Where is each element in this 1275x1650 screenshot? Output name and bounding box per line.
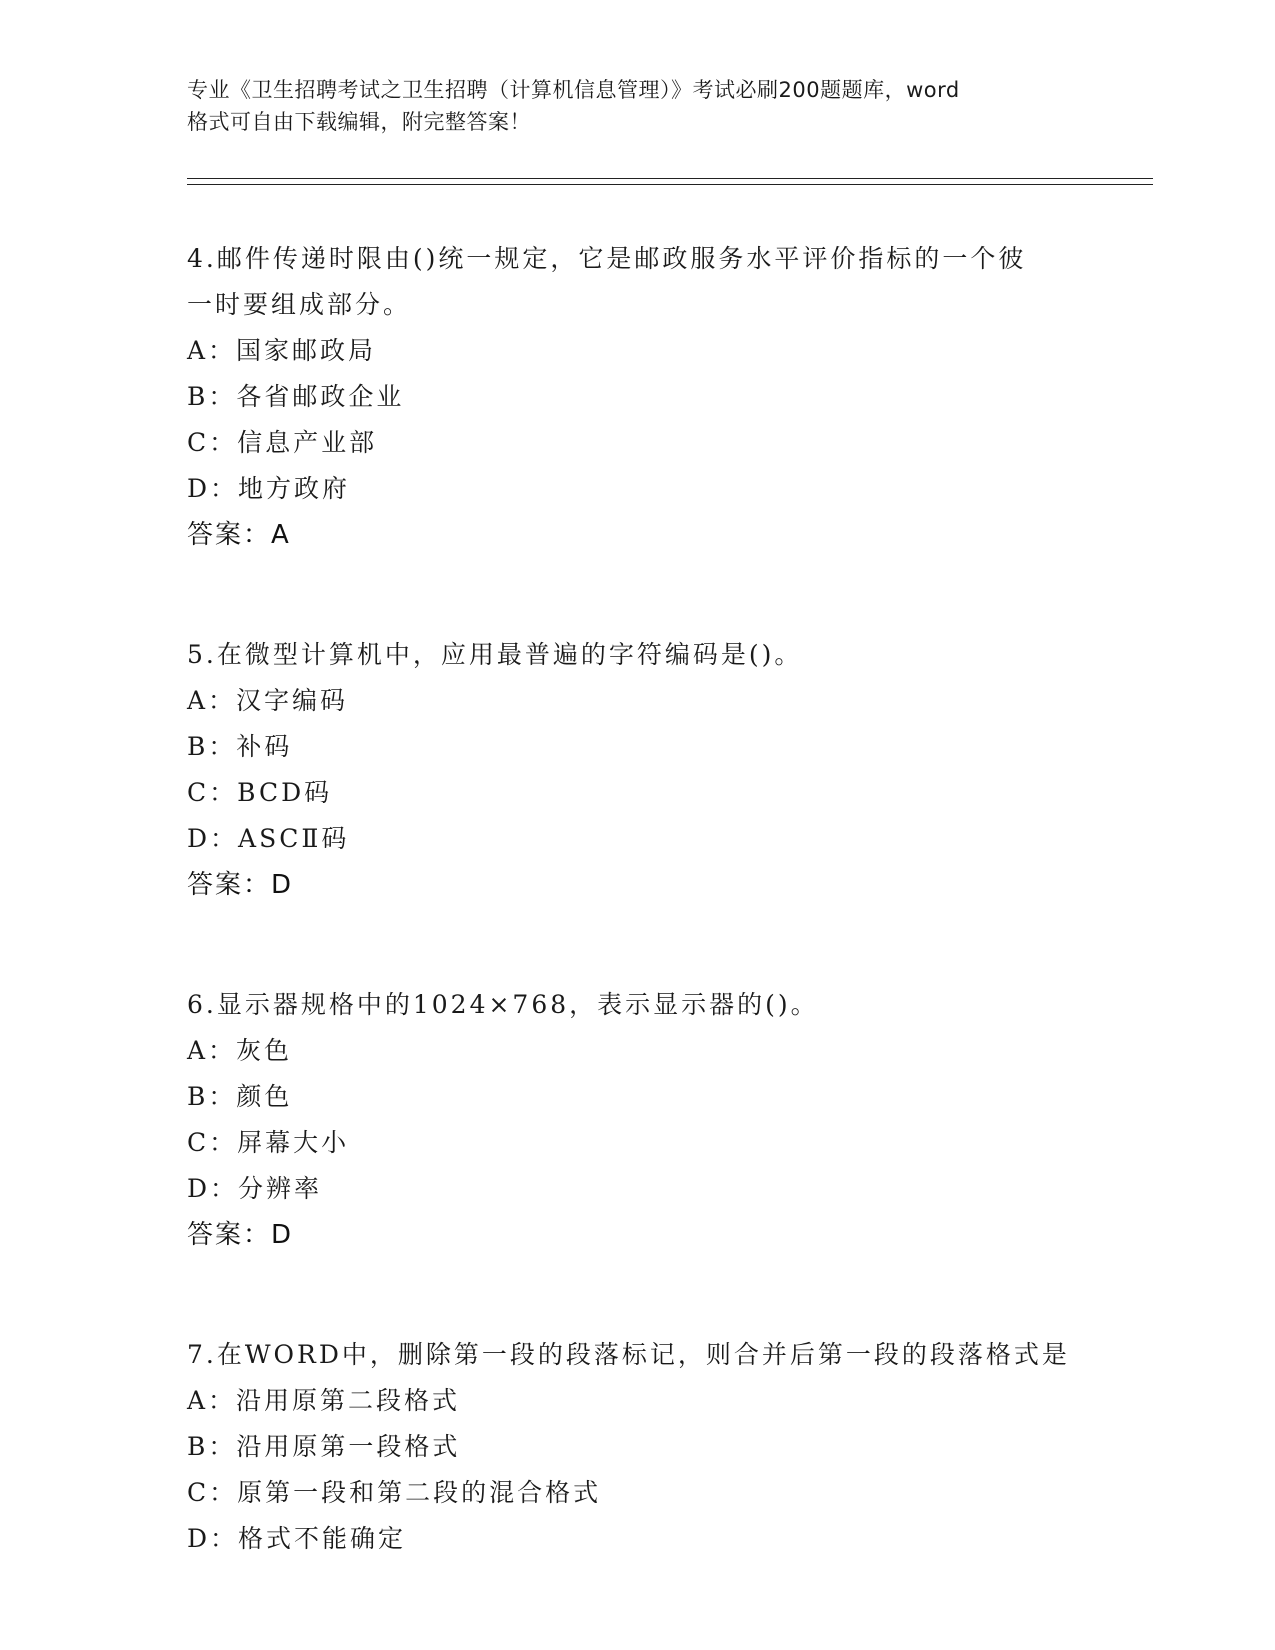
option-a: A：沿用原第二段格式 [187, 1386, 461, 1415]
answer-label: 答案：A [187, 520, 291, 550]
question-7 [187, 1332, 1147, 1562]
question-spacer [187, 558, 1147, 632]
option-d: D：地方政府 [187, 474, 351, 503]
option-a: A：国家邮政局 [187, 336, 377, 365]
question-stem-line: 6.显示器规格中的1024×768，表示显示器的()。 [187, 990, 819, 1019]
question-5 [187, 632, 1147, 908]
document-header [187, 74, 1087, 138]
question-stem-line: 5.在微型计算机中，应用最普遍的字符编码是()。 [187, 640, 803, 669]
question-4 [187, 236, 1147, 558]
header-line-2: 格式可自由下载编辑，附完整答案！ [187, 110, 531, 134]
header-line-1: 专业《卫生招聘考试之卫生招聘（计算机信息管理）》考试必刷200题题库，word [187, 78, 960, 102]
question-6 [187, 982, 1147, 1258]
question-spacer [187, 908, 1147, 982]
option-b: B：补码 [187, 732, 293, 761]
option-a: A：灰色 [187, 1036, 293, 1065]
option-d: D：格式不能确定 [187, 1524, 407, 1553]
question-stem-line: 一时要组成部分。 [187, 290, 412, 319]
option-c: C：原第一段和第二段的混合格式 [187, 1478, 602, 1507]
option-c: C：信息产业部 [187, 428, 378, 457]
option-a: A：汉字编码 [187, 686, 349, 715]
option-b: B：沿用原第一段格式 [187, 1432, 461, 1461]
option-c: C：BCD码 [187, 778, 333, 807]
question-stem-line: 4.邮件传递时限由()统一规定，它是邮政服务水平评价指标的一个彼 [187, 244, 1027, 273]
answer-label: 答案：D [187, 1220, 294, 1250]
question-list [187, 236, 1147, 1562]
answer-label: 答案：D [187, 870, 294, 900]
header-divider-bottom [187, 184, 1153, 185]
question-stem-line: 7.在WORD中，删除第一段的段落标记，则合并后第一段的段落格式是 [187, 1340, 1070, 1369]
question-spacer [187, 1258, 1147, 1332]
option-d: D：分辨率 [187, 1174, 323, 1203]
option-b: B：颜色 [187, 1082, 293, 1111]
option-c: C：屏幕大小 [187, 1128, 350, 1157]
option-d: D：ASCⅡ码 [187, 824, 350, 853]
option-b: B：各省邮政企业 [187, 382, 405, 411]
header-divider-top [187, 178, 1153, 179]
